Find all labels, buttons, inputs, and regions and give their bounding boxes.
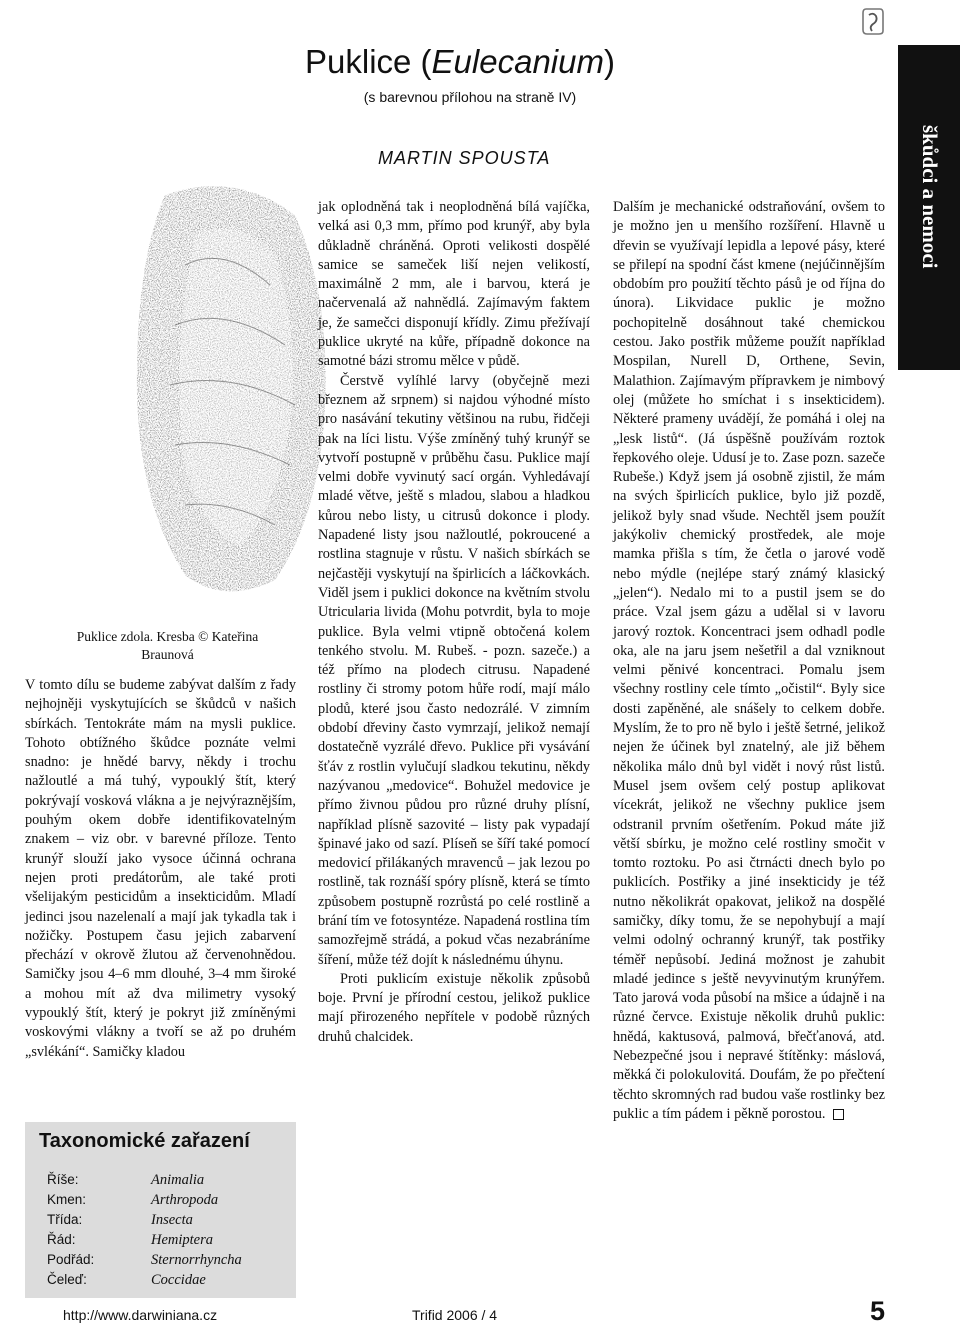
article-title: Puklice (Eulecanium) [305,43,615,80]
text-column-1 [25,676,296,1062]
text-column-3 [613,198,885,1124]
section-tab [898,45,960,370]
end-mark-icon [833,1109,844,1120]
text-column-2 [318,198,590,1047]
taxonomy-box: Taxonomické zařazení Říše: Animalia Kmen: Arthropoda Třída: Insecta Řád: Hemiptera Podřád: Sternorrhyncha Čeleď: Coccidae [25,1122,296,1298]
footer-issue: Trifid 2006 / 4 [412,1307,498,1323]
paragraph-text: Dalším je mechanické odstraňování, ovšem to je možno jen u menšího rozšíření. Hlavně u dřevin se využívají lepidla a lepové pásy, které se přilepí na spodní část kmene (nejúčinnějším obdobím pro použití těchto pásů je od října do února). Likvidace puklic je možno pochopitelně dosáhnout také chemickou cestou. Jako postřik můžeme použít například Mospilan, Nurell D, Orthene, Sevin, Malathion. Zajímavým přípravkem je nimbový olej (můžete ho smíchat i s insekticidem). Některé prameny uvádějí, že pomáhá i olej na „lesk listů“. (Já úspěšně používám roztok řepkového oleje. Udusí je to. Zase pozn. sazeče Rubeše.) Když jsem já osobně zjistil, že mám na svých špirlicích puklice, bylo již pozdě, jelikož byly snad všude. Nechtěl jsem použít jakýkoliv chemický prostředek, ale moje mamka přišla s tím, že četla o jarové vodě nebo mýdle (nejlépe starý známý klasický „jelen“). Nedalo mi to a pustil jsem se do práce. Vzal jsem gázu a udělal si v lavoru jarový roztok. Koncentraci jsem odhadl podle oka, ale na jaru jsem nešetřil a dal vzniknout velmi pěnivé koncentraci. Pomalu jsem všechny rostliny cele tímto „očistil“. Byly sice dosti zapěněné, ale snášely to celkem dobře. Myslím, že to pro ně bylo i ještě šetrné, jelikož nejen že účinek byl znatelný, ale již během několika málo dnů byl vidět i nový růst listů. Musel jsem ovšem celý postup aplikovat vícekrát, jelikož ne všechny puklice jsem odstranil prvním ošetřením. Pokud máte již větší sbírku, je možno celé rostliny smočit v tomto roztoku. Po asi čtrnácti dnech bylo po puklicích. Postřiky a jiné insekticidy je též nutno několikrát opakovat, jelikož na dospělé samičky, díky tomu, že se nepohybují a mají velmi odolný ochranný krunýř, tak postřiky téměř nepůsobí. Jediná možnost je zahubit mladé jedince s ještě nevyvinutým krunýřem. Tato jarová voda působí na mšice a údajně i na různé červce. Existuje několik druhů puklic: hnědá, kaktusová, palmová, břečťanová, atd. Nebezpečné jsou i nepravé štítěnky: máslová, měkká či polokulovitá. Doufám, že po přečtení těchto skromných rad budou vaše rostlinky bez puklic a tím pádem i pěkně porostou. [613,199,885,1122]
figure-caption: Puklice zdola. Kresba © Kateřina Braunová [76,629,259,662]
paragraph: Proti puklicím existuje několik způsobů boje. První je přírodní cestou, jelikož puklice mají přirozeného nepřítele v podobě různých druhů chalcidek. [318,970,590,1045]
scale-insect-drawing [125,175,335,605]
page-number: 5 [870,1296,886,1326]
paragraph: Čerstvě vylíhlé larvy (obyčejně mezi březnem až srpnem) si najdou výhodné místo pro nasávání tekutiny většinou na rubu, řidčeji pak na líci listu. Výše zmíněný tuhý krunýř se vytvoří postupně v průběhu času. Puklice mají velmi dobře vyvinutý sací orgán. Vyhledávají mladé větve, ještě s mladou, slabou a hladkou kůrou nebo listy, u citrusů dokonce i plody. Napadené listy jsou nažloutlé, pokroucené a rostlina stagnuje v růstu. V našich sbírkách se nejčastěji vyskytují na špirlicích a láčkovkách. Viděl jsem i puklici dokonce na květním stvolu Utricularia livida (Mohu potvrdit, byla to moje puklice. Byla velmi vtipně obtočená kolem tenkého stvolu. M. Rubeš. - pozn. sazeče.) a též přímo na plodech citrusu. Napadené rostliny či stromy potom hůře rodí, mají málo plodů, které jsou často nedozrálé. V zimním období dřeviny často vymrzají, jelikož nemají dostatečně vyzrálé dřevo. Puklice při vysávání šťáv z rostlin vylučují sladkou tekutinu, někdy nazývanou „medovice“. Bohužel medovice je přímo živnou půdou pro různé druhy plísní, například plísně sazovité – listy pak vypadají špinavé jako od sazí. Plíseň se šíří také pomocí medovicí přilákaných mravenců – jak lezou po rostlině, tak roznáší spóry plísně, která se tímto způsobem postupně rozrůstá po celé rostlině a brání tím ve fotosyntéze. Napadená rostlina tím samozřejmě strádá, a pokud včas nezabráníme šíření, může též dojít k následnému úhynu. [318,372,590,968]
taxonomy-heading: Taxonomické zařazení [39,1130,250,1152]
paragraph: jak oplodněná tak i neoplodněná bílá vajíčka, velká asi 0,3 mm, přímo pod krunýř, aby byla důkladně chráněná. Oproti velikosti dospělé samice se sameček liší nejen velikostí, maximálně 2 mm, ale i barvou, která je načervenalá až nahnědlá. Zajímavým faktem je, že samečci disponují křídly. Zimu přežívají puklice ukryté na kůře, případně dokonce na samotné bázi stromu mělce v půdě. [318,199,590,370]
article-subtitle: (s barevnou přílohou na straně IV) [363,89,577,105]
paragraph: V tomto dílu se budeme zabývat dalším z řady nejhojněji vyskytujících se škůdců v našich sbírkách. Tentokráte mám na mysli puklice. Tohoto obtížného škůdce poznáte velmi snadno: je hnědé barvy, někdy i trochu nažloutlé a má tuhý, vypouklý štít, který pokrývají vosková vlákna a je nejvýraznějším, pouhým okem dobře identifikovatelným znakem – viz obr. v barevné příloze. Tento krunýř slouží jako vysoce účinná ochrana nejen proti predátorům, ale také proti všelijakým pesticidům a insekticidům. Mladí jedinci jsou nazelenalí a mají jak tykadla tak i nožičky. Postupem času jejich zabarvení přechází v okrově žlutou až červenohnědou. Samičky jsou 4–6 mm dlouhé, 3–4 mm široké a mohou mít až dva milimetry vysoký vypouklý štít, který je pokryt již zmíněnými voskovými vlákny a tvoří se až po druhém „svlékání“. Samičky kladou [25,677,296,1060]
section-tab-label: škůdci a nemoci [918,125,942,269]
footer-url: http://www.darwiniana.cz [63,1307,218,1323]
magazine-logo-icon [860,6,886,36]
paragraph [613,198,885,1124]
article-author: MARTIN SPOUSTA [378,148,551,168]
